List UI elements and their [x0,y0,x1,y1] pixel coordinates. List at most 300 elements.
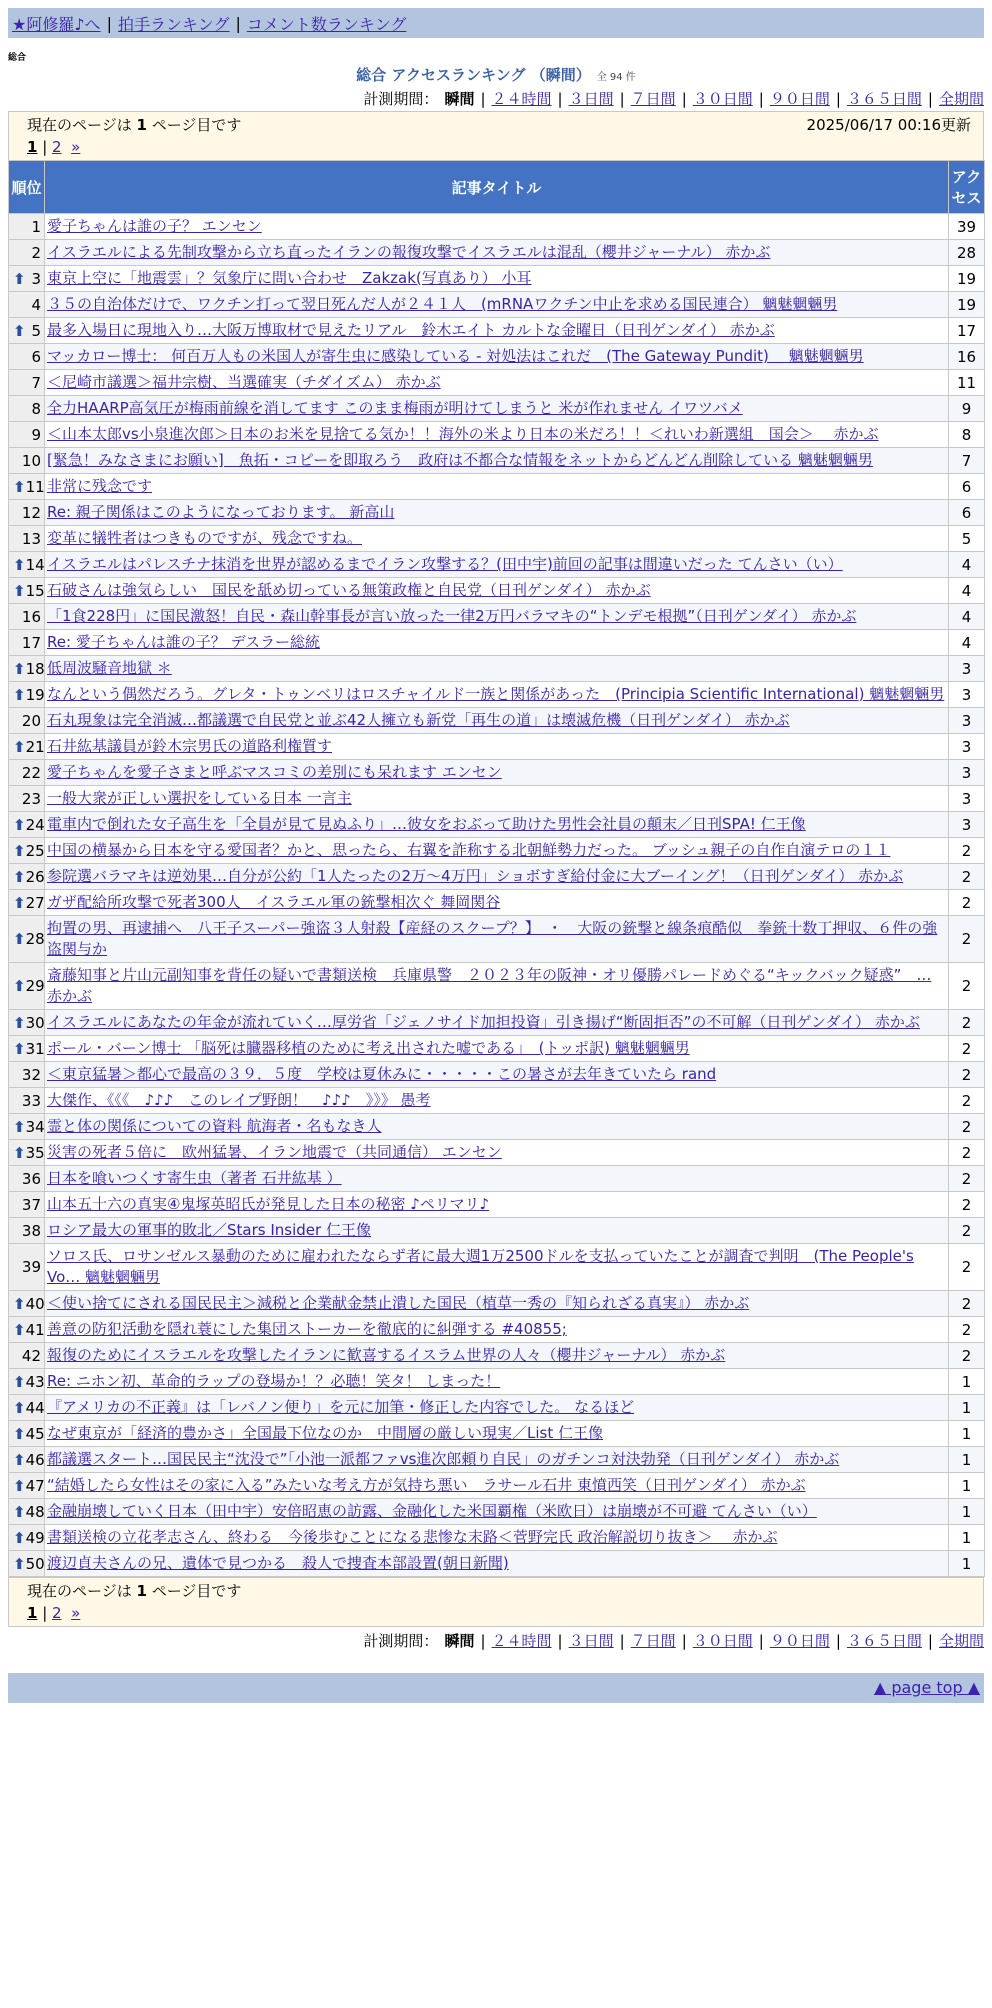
table-row [9,266,985,292]
clap-ranking-link[interactable]: 拍手ランキング [117,14,230,34]
pager-top [8,111,984,160]
rank-number: 19 [25,685,45,704]
rank-cell [9,344,45,370]
rank-number: 42 [21,1346,41,1365]
article-link[interactable]: 善意の防犯活動を隠れ蓑にした集団ストーカーを徹底的に糾弾する #40855; [47,1320,567,1338]
access-count: 2 [949,1192,985,1218]
rank-number: 38 [21,1221,41,1240]
title-cell [45,1244,949,1291]
access-count: 2 [949,838,985,864]
article-link[interactable]: ソロス氏、ロサンゼルス暴動のために雇われたならず者に最大週1万2500ドルを支払っていたことが調査で判明 (The People's Vo… 魑魅魍魎男 [47,1247,914,1286]
access-count: 2 [949,1244,985,1291]
title-cell [45,812,949,838]
rank-cell [9,1551,45,1577]
page-title-row [8,64,984,85]
period-link[interactable]: ３日間 [568,90,614,108]
article-link[interactable]: ＜使い捨てにされる国民民主＞減税と企業献金禁止潰した国民（植草一秀の『知られざる真実』） 赤かぶ [47,1294,750,1312]
article-link[interactable]: 一般大衆が正しい選択をしている日本 一言主 [47,789,352,807]
rank-up-arrow-icon: ⬆ [13,1502,26,1521]
period-link[interactable]: ９０日間 [769,1632,830,1650]
article-link[interactable]: Re: 親子関係はこのようになっております。 新高山 [47,503,395,521]
table-row [9,1010,985,1036]
rank-number: 8 [31,399,41,418]
access-count: 3 [949,734,985,760]
rank-number: 31 [25,1039,45,1058]
table-row [9,1317,985,1343]
article-link[interactable]: [緊急！みなさまにお願い] 魚拓・コピーを即取ろう 政府は不都合な情報をネットからどんどん削除している 魑魅魍魎男 [47,451,873,469]
rank-cell [9,1062,45,1088]
access-count: 2 [949,1140,985,1166]
access-count: 1 [949,1421,985,1447]
period-label: 計測期間： [363,1632,439,1650]
access-count: 2 [949,1317,985,1343]
article-link[interactable]: 都議選スタート…国民民主“沈没で”「小池一派都ファvs進次郎頼り自民」のガチンコ対決勃発（日刊ゲンダイ） 赤かぶ [47,1450,840,1468]
access-count: 28 [949,240,985,266]
rank-cell [9,370,45,396]
article-link[interactable]: ポール・バーン博士 「脳死は臓器移植のために考え出された嘘である」 (トッポ訳) 魑魅魍魎男 [47,1039,690,1057]
rank-cell [9,526,45,552]
article-link[interactable]: 全力HAARP高気圧が梅雨前線を消してます このまま梅雨が明けてしまうと 米が作れません イワツバメ [47,399,743,417]
rank-number: 24 [25,815,45,834]
table-row [9,1499,985,1525]
table-row [9,422,985,448]
title-cell [45,1343,949,1369]
rank-cell [9,1192,45,1218]
rank-number: 32 [21,1065,41,1084]
title-cell [45,1395,949,1421]
rank-cell [9,1499,45,1525]
updated-timestamp: 2025/06/17 00:16更新 [806,116,971,134]
period-link[interactable]: ９０日間 [769,90,830,108]
title-cell [45,916,949,963]
table-row [9,1369,985,1395]
rank-cell [9,1473,45,1499]
title-cell [45,292,949,318]
article-link[interactable]: 災害の死者５倍に 欧州猛暑、イラン地震で（共同通信） エンセン [47,1143,502,1161]
article-link[interactable]: 中国の横暴から日本を守る愛国者？かと、思ったら、右翼を詐称する北朝鮮勢力だった。 ブッシュ親子の自作自演テロの１１ [47,841,891,859]
rank-up-arrow-icon: ⬆ [13,841,26,860]
article-link[interactable]: 非常に残念です [47,477,153,495]
rank-number: 48 [25,1502,45,1521]
rank-up-arrow-icon: ⬆ [13,685,26,704]
rank-up-arrow-icon: ⬆ [13,1372,26,1391]
period-separator: | [835,1632,841,1650]
article-link[interactable]: 変革に犠牲者はつきものですが、残念ですね。 [47,529,363,547]
access-count: 17 [949,318,985,344]
article-link[interactable]: 最多入場日に現地入り…大阪万博取材で見えたリアル 鈴木エイト カルトな金曜日（日刊ゲンダイ） 赤かぶ [47,321,775,339]
home-link[interactable]: ★阿修羅♪へ [12,14,101,34]
category-label: 総合 [8,53,27,63]
table-row [9,240,985,266]
table-row [9,1062,985,1088]
access-count: 2 [949,1291,985,1317]
rank-cell [9,1291,45,1317]
table-row [9,812,985,838]
access-count: 2 [949,864,985,890]
article-link[interactable]: 参院選バラマキは逆効果…自分が公約「1人たったの2万～4万円」ショボすぎ給付金に大ブーイング！（日刊ゲンダイ） 赤かぶ [47,867,904,885]
total-count: 全 94 件 [596,72,636,83]
table-row [9,1036,985,1062]
title-cell [45,448,949,474]
table-row [9,1218,985,1244]
rank-number: 2 [31,243,41,262]
table-row [9,448,985,474]
rank-number: 45 [25,1424,45,1443]
period-link[interactable]: 全期間 [938,1632,984,1650]
title-cell [45,1218,949,1244]
rank-up-arrow-icon: ⬆ [13,1039,26,1058]
access-count: 1 [949,1395,985,1421]
table-row [9,1088,985,1114]
table-row [9,1473,985,1499]
access-count: 1 [949,1525,985,1551]
table-row [9,1525,985,1551]
rank-number: 18 [25,659,45,678]
rank-cell [9,838,45,864]
article-link[interactable]: 金融崩壊していく日本（田中宇）安倍昭恵の訪露、金融化した米国覇権（米欧日）は崩壊が不可避 てんさい（い） [47,1502,817,1520]
title-cell [45,890,949,916]
rank-cell [9,422,45,448]
article-link[interactable]: 書類送検の立花孝志さん、終わる 今後歩むことになる悲惨な末路＜菅野完氏 政治解説切り抜き＞ 赤かぶ [47,1528,778,1546]
table-row [9,292,985,318]
article-link[interactable]: Re: ニホン初、革命的ラップの登場か！？必聴！笑タ！ しまった！ [47,1372,501,1390]
article-link[interactable]: 斎藤知事と片山元副知事を背任の疑いで書類送検 兵庫県警 ２０２３年の阪神・オリ優勝パレードめぐる“キックバック疑惑” … 赤かぶ [47,966,932,1005]
rank-number: 27 [25,893,45,912]
title-cell [45,214,949,240]
access-count: 19 [949,266,985,292]
access-count: 3 [949,708,985,734]
page-1-current: 1 [27,1604,38,1622]
article-link[interactable]: 低周波騒音地獄 ＊ [47,659,172,677]
article-link[interactable]: ＜尼崎市議選＞福井宗樹、当選確実（チダイズム） 赤かぶ [47,373,441,391]
title-cell [45,396,949,422]
rank-column-header: 順位 [9,161,45,214]
article-link[interactable]: 愛子ちゃんを愛子さまと呼ぶマスコミの差別にも呆れます エンセン [47,763,502,781]
table-row [9,1421,985,1447]
title-cell [45,1166,949,1192]
rank-number: 3 [31,269,41,288]
article-link[interactable]: ＜東京猛暑＞都心で最高の３９．５度 学校は夏休みに・・・・・この暑さが去年きていたら rand [47,1065,717,1083]
article-link[interactable]: なんという偶然だろう。グレタ・トゥンベリはロスチャイルド一族と関係があった (Principia Scientific International) 魑魅魍魎男 [47,685,945,703]
access-count: 2 [949,963,985,1010]
next-page-link[interactable]: » [71,1604,81,1622]
rank-number: 23 [21,789,41,808]
table-row [9,864,985,890]
article-link[interactable]: 大傑作、《《《 ♪♪♪ このレイプ野朗！ ♪♪♪ 》》》 愚考 [47,1091,431,1109]
rank-up-arrow-icon: ⬆ [13,1013,26,1032]
rank-number: 30 [25,1013,45,1032]
table-row [9,1244,985,1291]
access-count: 2 [949,1114,985,1140]
period-link[interactable]: ３０日間 [692,90,753,108]
table-row [9,474,985,500]
rank-up-arrow-icon: ⬆ [13,555,26,574]
title-cell [45,963,949,1010]
rank-up-arrow-icon: ⬆ [13,1143,26,1162]
access-column-header: アクセス [949,161,985,214]
table-row [9,1447,985,1473]
title-cell [45,838,949,864]
title-cell [45,604,949,630]
table-row [9,656,985,682]
nav-separator: | [235,13,241,33]
title-cell [45,1447,949,1473]
page-links: 1 | 2 » [27,138,81,156]
article-link[interactable]: 渡辺貞夫さんの兄、遺体で見つかる 殺人で捜査本部設置(朝日新聞) [47,1554,509,1572]
table-row [9,344,985,370]
rank-number: 13 [21,529,41,548]
rank-cell [9,1447,45,1473]
period-separator: | [619,1632,625,1650]
page-links: 1 | 2 » [27,1604,81,1622]
rank-cell [9,1010,45,1036]
access-count: 6 [949,500,985,526]
comment-ranking-link[interactable]: コメント数ランキング [246,14,407,34]
rank-number: 1 [31,217,41,236]
table-row [9,1114,985,1140]
article-link[interactable]: 石井紘基議員が鈴木宗男氏の道路利権質す [47,737,333,755]
table-row [9,786,985,812]
title-cell [45,1192,949,1218]
rank-up-arrow-icon: ⬆ [13,1294,26,1313]
rank-number: 11 [25,477,45,496]
period-link[interactable]: ７日間 [630,1632,676,1650]
rank-cell [9,214,45,240]
article-link[interactable]: 山本五十六の真実④鬼塚英昭氏が発見した日本の秘密 ♪ペリマリ♪ [47,1195,490,1213]
rank-cell [9,656,45,682]
rank-up-arrow-icon: ⬆ [13,477,26,496]
article-link[interactable]: 『アメリカの不正義』は「レバノン便り」を元に加筆・修正した内容でした。 なるほど [47,1398,635,1416]
title-cell [45,474,949,500]
title-cell [45,1369,949,1395]
table-row [9,1291,985,1317]
access-count: 19 [949,292,985,318]
article-link[interactable]: 日本を喰いつくす寄生虫（著者 石井紘基 ） [47,1169,342,1187]
article-link[interactable]: ガザ配給所攻撃で死者300人 イスラエル軍の銃撃相次ぐ 舞岡関谷 [47,893,501,911]
rank-up-arrow-icon: ⬆ [13,1398,26,1417]
table-row [9,500,985,526]
table-row [9,578,985,604]
rank-cell [9,760,45,786]
article-link[interactable]: “結婚したら女性はその家に入る”みたいな考え方が気持ち悪い ラサール石井 東憤西笑（日刊ゲンダイ） 赤かぶ [47,1476,806,1494]
rank-number: 22 [21,763,41,782]
rank-cell [9,1343,45,1369]
article-link[interactable]: 拘置の男、再逮捕へ 八王子スーパー強盗３人射殺【産経のスクープ？】 ・ 大阪の銃撃と線条痕酷似 拳銃十数丁押収、６件の強盗関与か [47,919,938,958]
period-separator: | [758,1632,764,1650]
page-2-link[interactable]: 2 [52,138,62,156]
table-row [9,630,985,656]
rank-up-arrow-icon: ⬆ [13,867,26,886]
title-cell [45,1551,949,1577]
rank-number: 26 [25,867,45,886]
table-row [9,682,985,708]
rank-cell [9,708,45,734]
article-link[interactable]: 報復のためにイスラエルを攻撃したイランに歓喜するイスラム世界の人々（櫻井ジャーナル） 赤かぶ [47,1346,726,1364]
title-cell [45,760,949,786]
top-nav-bar [8,8,984,38]
rank-number: 12 [21,503,41,522]
footer-bar [8,1673,984,1703]
period-link[interactable]: ３日間 [568,1632,614,1650]
rank-number: 16 [21,607,41,626]
access-count: 2 [949,1218,985,1244]
period-link[interactable]: ７日間 [630,90,676,108]
rank-number: 9 [31,425,41,444]
rank-cell [9,1218,45,1244]
title-cell [45,1140,949,1166]
article-link[interactable]: 石丸現象は完全消滅…都議選で自民党と並ぶ42人擁立も新党「再生の道」は壊滅危機（日刊ゲンダイ） 赤かぶ [47,711,790,729]
rank-number: 43 [25,1372,45,1391]
article-link[interactable]: 愛子ちゃんは誰の子？ エンセン [47,217,262,235]
table-row [9,1140,985,1166]
rank-cell [9,812,45,838]
rank-number: 6 [31,347,41,366]
access-count: 16 [949,344,985,370]
rank-cell [9,630,45,656]
article-link[interactable]: マッカロー博士： 何百万人もの米国人が寄生虫に感染している - 対処法はこれだ (The Gateway Pundit) 魑魅魍魎男 [47,347,864,365]
rank-cell [9,1244,45,1291]
table-row [9,604,985,630]
rank-up-arrow-icon: ⬆ [13,1424,26,1443]
rank-up-arrow-icon: ⬆ [13,581,26,600]
article-link[interactable]: なぜ東京が「経済的豊かさ」全国最下位なのか 中間層の厳しい現実／List 仁王像 [47,1424,603,1442]
access-count: 1 [949,1473,985,1499]
period-label: 計測期間： [363,90,439,108]
rank-cell [9,890,45,916]
rank-number: 33 [21,1091,41,1110]
rank-up-arrow-icon: ⬆ [13,815,26,834]
period-separator: | [681,1632,687,1650]
access-count: 6 [949,474,985,500]
title-cell [45,240,949,266]
period-separator: | [927,1632,933,1650]
title-cell [45,552,949,578]
rank-number: 21 [25,737,45,756]
access-count: 1 [949,1551,985,1577]
rank-cell [9,318,45,344]
table-row [9,1395,985,1421]
article-link[interactable]: 東京上空に「地震雲」？気象庁に問い合わせ Zakzak(写真あり） 小耳 [47,269,532,287]
next-page-link[interactable]: » [71,138,81,156]
access-count: 3 [949,760,985,786]
access-count: 4 [949,552,985,578]
title-cell [45,344,949,370]
access-count: 4 [949,604,985,630]
rank-up-arrow-icon: ⬆ [13,930,26,948]
access-count: 5 [949,526,985,552]
period-separator: | [480,90,486,108]
article-link[interactable]: イスラエルによる先制攻撃から立ち直ったイランの報復攻撃でイスラエルは混乱（櫻井ジャーナル） 赤かぶ [47,243,771,261]
article-link[interactable]: イスラエルはパレスチナ抹消を世界が認めるまでイラン攻撃する？(田中宇)前回の記事は間違いだった てんさい（い） [47,555,843,573]
table-row [9,1343,985,1369]
page-2-link[interactable]: 2 [52,1604,62,1622]
period-link[interactable]: 全期間 [938,90,984,108]
rank-cell [9,266,45,292]
access-count: 2 [949,1010,985,1036]
period-link[interactable]: ３６５日間 [846,1632,922,1650]
rank-number: 44 [25,1398,45,1417]
article-link[interactable]: 「1食228円」に国民激怒！自民・森山幹事長が言い放った一律2万円バラマキの“トンデモ根拠”（日刊ゲンダイ） 赤かぶ [47,607,857,625]
period-link[interactable]: ３０日間 [692,1632,753,1650]
rank-number: 29 [25,977,45,995]
rank-cell [9,1525,45,1551]
rank-cell [9,474,45,500]
rank-cell [9,1088,45,1114]
title-cell [45,1291,949,1317]
rank-cell [9,1369,45,1395]
rank-number: 49 [25,1528,45,1547]
rank-number: 5 [31,321,41,340]
rank-number: 4 [31,295,41,314]
period-link[interactable]: ２４時間 [491,90,552,108]
title-cell [45,734,949,760]
period-link[interactable]: ３６５日間 [846,90,922,108]
rank-number: 25 [25,841,45,860]
rank-cell [9,500,45,526]
table-row [9,1192,985,1218]
access-count: 2 [949,1166,985,1192]
rank-number: 34 [25,1117,45,1136]
rank-cell [9,396,45,422]
table-row [9,734,985,760]
access-count: 4 [949,578,985,604]
rank-cell [9,292,45,318]
period-selector [8,1629,984,1653]
title-cell [45,1088,949,1114]
rank-cell [9,1140,45,1166]
article-link[interactable]: イスラエルにあなたの年金が流れていく…厚労省「ジェノサイド加担投資」引き揚げ“断固拒否”の不可解（日刊ゲンダイ） 赤かぶ [47,1013,920,1031]
title-cell [45,318,949,344]
article-link[interactable]: 霊と体の関係についての資料 航海者・名もなき人 [47,1117,382,1135]
article-link[interactable]: ＜山本太郎vs小泉進次郎＞日本のお米を見捨てる気か！！海外の米より日本の米だろ！！＜れいわ新選組 国会＞ 赤かぶ [47,425,879,443]
rank-number: 15 [25,581,45,600]
title-cell [45,1062,949,1088]
title-cell [45,1525,949,1551]
access-count: 2 [949,1088,985,1114]
rank-cell [9,1395,45,1421]
article-link[interactable]: 石破さんは強気らしい 国民を舐め切っている無策政権と自民党（日刊ゲンダイ） 赤かぶ [47,581,651,599]
access-count: 3 [949,786,985,812]
rank-number: 14 [25,555,45,574]
rank-up-arrow-icon: ⬆ [13,269,26,288]
access-count: 2 [949,916,985,963]
access-count: 3 [949,812,985,838]
rank-number: 37 [21,1195,41,1214]
page-top-link[interactable]: ▲ page top ▲ [873,1678,980,1697]
article-link[interactable]: 電車内で倒れた女子高生を「全員が見て見ぬふり」…彼女をおぶって助けた男性会社員の顛末／日刊SPA! 仁王像 [47,815,806,833]
rank-up-arrow-icon: ⬆ [13,1450,26,1469]
title-cell [45,1036,949,1062]
current-page-text: 現在のページは 1 ページ目です [27,1582,242,1600]
table-row [9,963,985,1010]
rank-up-arrow-icon: ⬆ [13,893,26,912]
rank-cell [9,604,45,630]
rank-number: 10 [21,451,41,470]
access-count: 3 [949,682,985,708]
access-count: 7 [949,448,985,474]
nav-separator: | [106,13,112,33]
period-current: 瞬間 [444,1632,475,1650]
rank-cell [9,448,45,474]
article-link[interactable]: Re: 愛子ちゃんは誰の子？ デスラー総統 [47,633,320,651]
article-link[interactable]: ３５の自治体だけで、ワクチン打って翌日死んだ人が２４１人 (mRNAワクチン中止を求める国民連合） 魑魅魍魎男 [47,295,838,313]
period-link[interactable]: ２４時間 [491,1632,552,1650]
access-count: 1 [949,1369,985,1395]
table-row [9,708,985,734]
title-cell [45,370,949,396]
article-link[interactable]: ロシア最大の軍事的敗北／Stars Insider 仁王像 [47,1221,371,1239]
period-separator: | [619,90,625,108]
